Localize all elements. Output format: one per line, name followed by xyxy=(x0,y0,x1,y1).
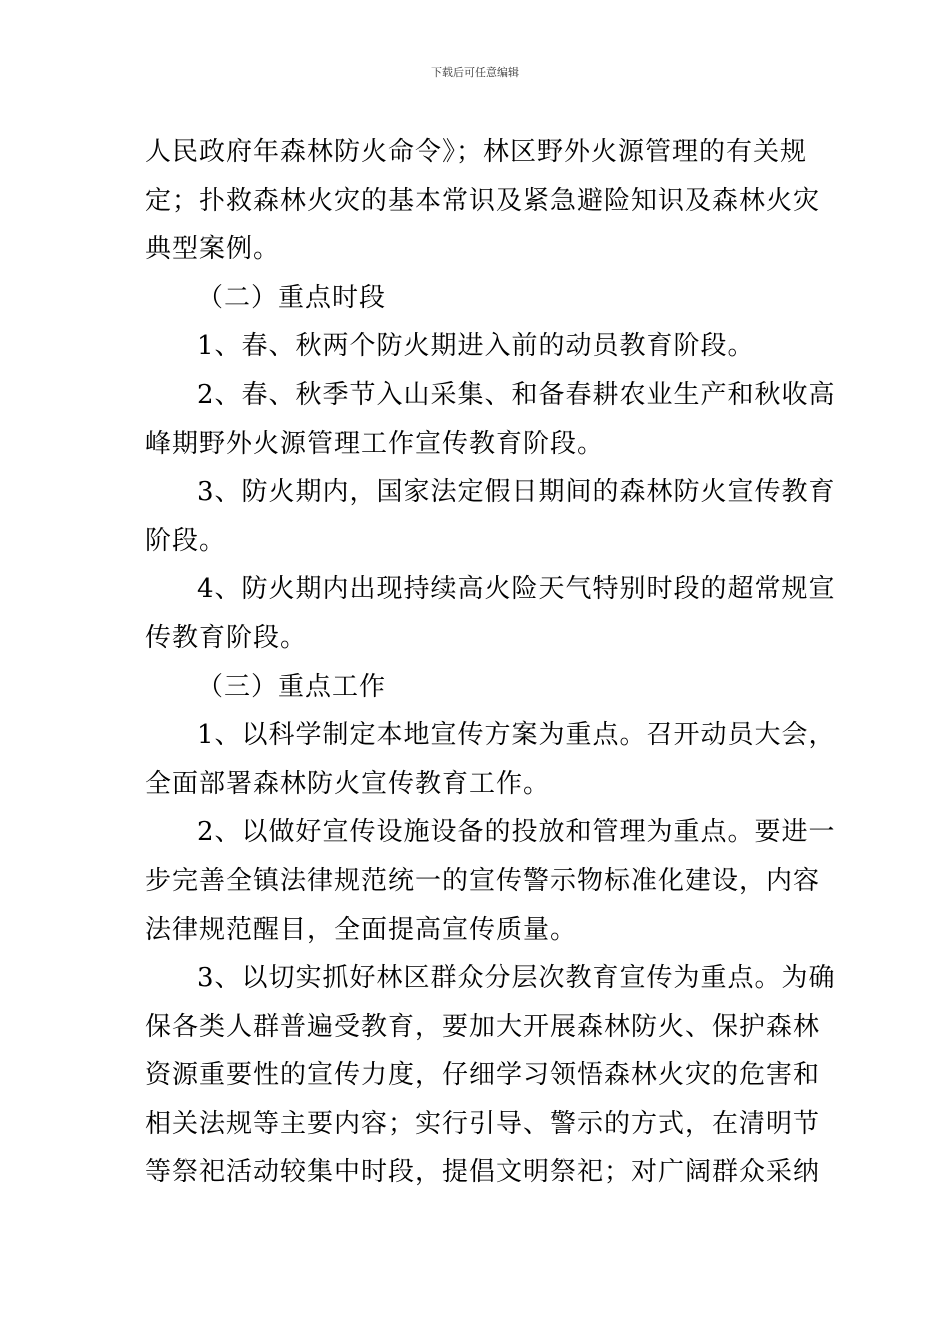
heading-text: （二）重点时段 xyxy=(197,282,387,313)
document-body xyxy=(145,128,836,1197)
text-line: 传教育阶段。 xyxy=(145,622,308,653)
list-item-period-4 xyxy=(145,565,836,662)
section-heading-key-work xyxy=(145,663,807,712)
list-item-work-1 xyxy=(145,711,836,808)
text-line: 2、春、秋季节入山采集、和备春耕农业生产和秋收高 xyxy=(197,379,836,410)
section-heading-key-periods xyxy=(145,274,807,323)
text-line: 1、以科学制定本地宣传方案为重点。召开动员大会， xyxy=(197,720,836,751)
text-line: 等祭祀活动较集中时段，提倡文明祭祀；对广阔群众采纳 xyxy=(145,1157,821,1188)
list-item-period-3 xyxy=(145,468,836,565)
text-line: 资源重要性的宣传力度，仔细学习领悟森林火灾的危害和 xyxy=(145,1060,821,1091)
list-item-work-3 xyxy=(145,954,836,1197)
list-item-work-2 xyxy=(145,808,836,954)
list-item-period-2 xyxy=(145,371,836,468)
heading-text: （三）重点工作 xyxy=(197,671,387,702)
text-line: 峰期野外火源管理工作宣传教育阶段。 xyxy=(145,428,605,459)
list-item-period-1 xyxy=(145,322,807,371)
text-line: 典型案例。 xyxy=(145,234,281,265)
text-line: 法律规范醒目，全面提高宣传质量。 xyxy=(145,914,578,945)
text-line: 相关法规等主要内容；实行引导、警示的方式，在清明节 xyxy=(145,1108,821,1139)
text-line: 定；扑救森林火灾的基本常识及紧急避险知识及森林火灾 xyxy=(145,185,821,216)
text-line: 保各类人群普遍受教育，要加大开展森林防火、保护森林 xyxy=(145,1011,821,1042)
text-line: 全面部署森林防火宣传教育工作。 xyxy=(145,768,551,799)
text-line: 2、以做好宣传设施设备的投放和管理为重点。要进一 xyxy=(197,817,836,848)
text-line: 4、防火期内出现持续高火险天气特别时段的超常规宣 xyxy=(197,574,836,605)
text-line: 阶段。 xyxy=(145,525,227,556)
text-line: 1、春、秋两个防火期进入前的动员教育阶段。 xyxy=(197,331,755,362)
paragraph-fire-regulations xyxy=(145,128,821,274)
text-line: 人民政府年森林防火命令》；林区野外火源管理的有关规 xyxy=(145,137,808,167)
text-line: 3、以切实抓好林区群众分层次教育宣传为重点。为确 xyxy=(197,963,836,994)
text-line: 3、防火期内，国家法定假日期间的森林防火宣传教育 xyxy=(197,477,836,508)
text-line: 步完善全镇法律规范统一的宣传警示物标准化建设，内容 xyxy=(145,865,821,896)
page-header-note: 下载后可任意编辑 xyxy=(431,66,519,79)
